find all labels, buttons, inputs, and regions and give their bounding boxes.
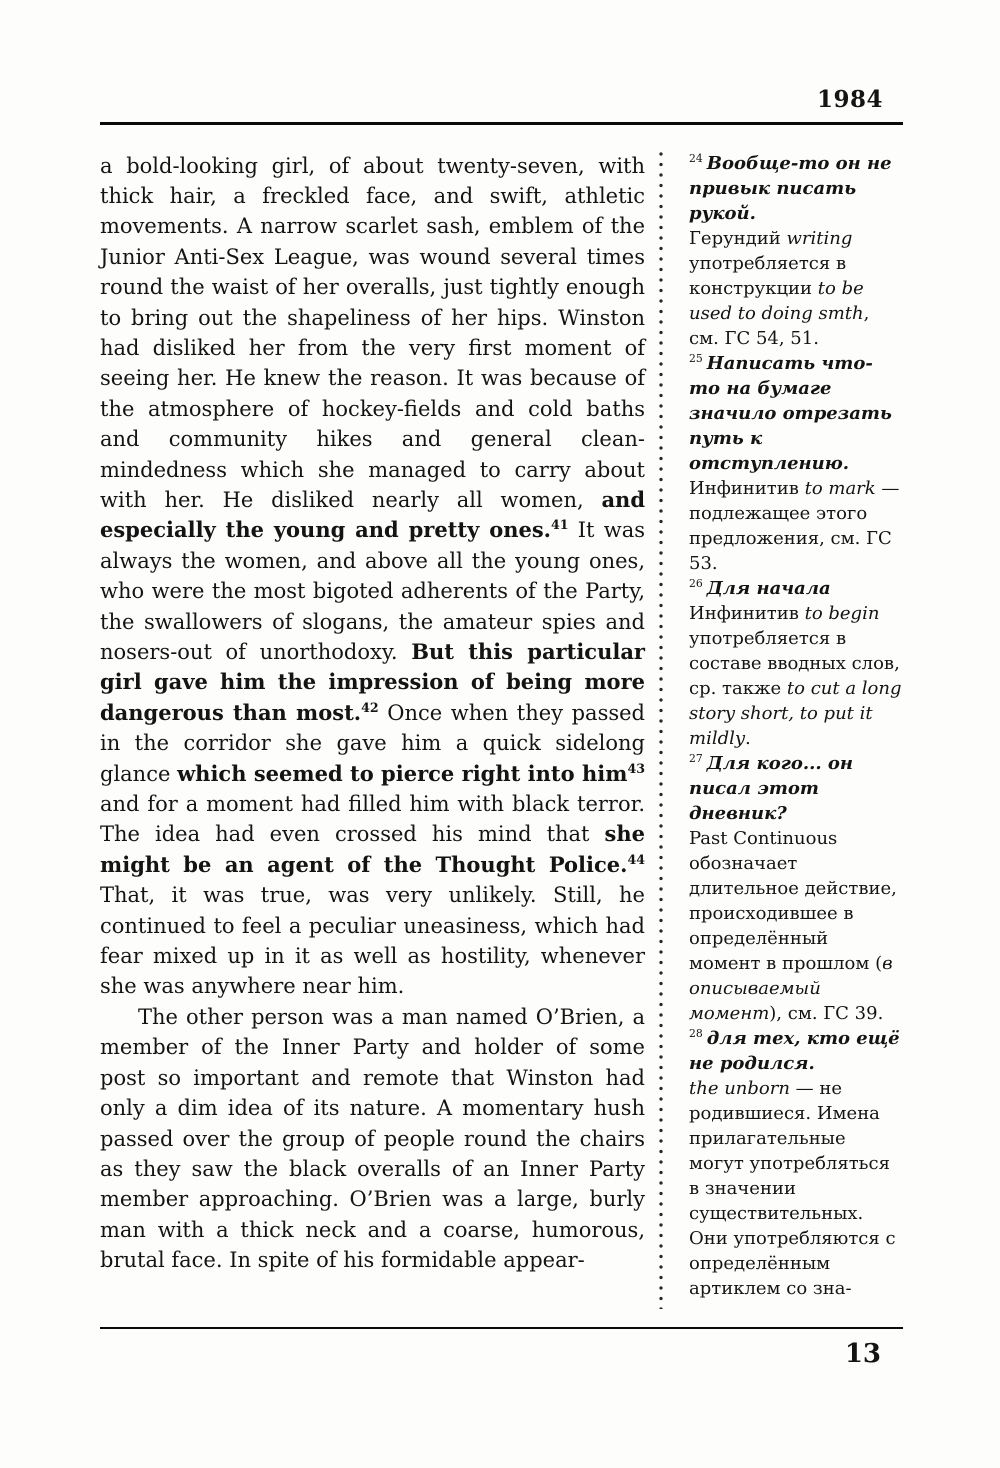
page-footer xyxy=(100,1327,903,1370)
text-segment: употребляется в составе вводных слов, ср. также xyxy=(689,627,900,699)
margin-note xyxy=(689,751,903,1026)
text-segment: Past Continuous обозначает длительное действие, происходившее в определённый момент в прошлом ( xyxy=(689,827,897,974)
text-segment: writing xyxy=(786,227,853,249)
content-columns xyxy=(100,151,903,1309)
column-divider-dotted xyxy=(659,151,663,1309)
text-segment: and for a moment had filled him with black terror. The idea had even crossed his mind that xyxy=(100,792,645,847)
note-body xyxy=(689,826,903,1026)
margin-note xyxy=(689,576,903,751)
paragraph xyxy=(100,151,645,1002)
page-header xyxy=(100,86,903,113)
text-segment: It was always the women, and above all the young ones, who were the most bigoted adherents of the Party, the swallowers of slogans, the amateur spies and nosers-out of unorthodoxy. xyxy=(100,518,645,664)
text-segment: a bold-looking girl, of about twenty-seven, with thick hair, a freckled face, and swift, athletic movements. A narrow scarlet sash, emblem of the Junior Anti-Sex League, was wound several times round the waist of her overalls, just tightly enough to bring out the shapeliness of her hips. Winston had disliked her from the very first moment of seeing her. He knew the reason. It was because of the atmosphere of hockey-fields and cold baths and community hikes and general clean-mindedness which she managed to carry about with her. He disliked nearly all women, xyxy=(100,153,645,512)
margin-note xyxy=(689,1026,903,1301)
text-segment: Написать что-то на бумаге значило отрезать путь к отступлению. xyxy=(689,352,892,474)
header-rule xyxy=(100,122,903,125)
text-segment: to begin xyxy=(804,602,880,624)
text-segment: . xyxy=(745,727,751,749)
note-body xyxy=(689,601,903,751)
note-body xyxy=(689,476,903,576)
text-segment: Герундий xyxy=(689,227,787,249)
text-segment: Инфинитив xyxy=(689,477,805,499)
page-number: 13 xyxy=(844,1339,881,1369)
footnote-ref: 43 xyxy=(627,760,645,776)
text-segment: в описываемый момент xyxy=(689,952,893,1024)
note-number: 28 xyxy=(689,1026,703,1040)
note-heading xyxy=(689,151,903,226)
text-segment: to mark xyxy=(804,477,876,499)
text-segment: Для начала xyxy=(706,577,831,599)
text-segment: для тех, кто ещё не родился. xyxy=(689,1027,900,1074)
note-number: 27 xyxy=(689,751,703,765)
text-segment: to cut a long story short, to put it mildly xyxy=(689,677,902,749)
margin-note xyxy=(689,151,903,351)
note-heading xyxy=(689,576,903,601)
text-segment: which seemed to pierce right into him xyxy=(177,760,628,786)
footnote-ref: 41 xyxy=(550,517,569,533)
text-segment: The other person was a man named O’Brien, a member of the Inner Party and holder of some post so important and remote that Winston had only a dim idea of its nature. A momentary hush passed over the group of people round the chairs as they saw the black overalls of an Inner Party member approaching. O’Brien was a large, burly man with a thick neck and a coarse, humorous, brutal face. In spite of his formidable appear- xyxy=(100,1004,645,1273)
notes-column xyxy=(689,151,903,1309)
text-segment: to be used to doing smth xyxy=(689,277,864,324)
text-segment: ), см. ГС 39. xyxy=(769,1002,884,1024)
note-number: 25 xyxy=(689,351,703,365)
note-number: 26 xyxy=(689,576,703,590)
margin-note xyxy=(689,351,903,576)
text-segment: Вообще-то он не привык писать рукой. xyxy=(689,152,892,224)
text-segment: , см. ГС 54, 51. xyxy=(689,302,870,349)
running-head-title: 1984 xyxy=(816,86,883,113)
text-segment: she might be an agent of the Thought Police. xyxy=(100,821,645,877)
note-heading xyxy=(689,1026,903,1076)
text-segment: употребляется в конструкции xyxy=(689,252,847,299)
text-segment: — подлежащее этого предложения, см. ГС 53. xyxy=(689,477,900,574)
note-number: 24 xyxy=(689,151,703,165)
text-segment: But this particular girl gave him the impression of being more dangerous than most. xyxy=(100,639,645,725)
text-segment: Once when they passed in the corridor she gave him a quick sidelong glance xyxy=(100,700,645,786)
note-body xyxy=(689,226,903,351)
text-segment: Для кого... он писал этот дневник? xyxy=(689,752,854,824)
text-segment: and especially the young and pretty ones. xyxy=(100,486,645,543)
note-heading xyxy=(689,351,903,476)
page-number-row xyxy=(100,1339,903,1369)
footer-rule xyxy=(100,1327,903,1330)
text-segment: Инфинитив xyxy=(689,602,805,624)
text-segment: the unborn xyxy=(689,1077,790,1099)
footnote-ref: 42 xyxy=(361,699,379,715)
note-heading xyxy=(689,751,903,826)
text-segment: — не родившиеся. Имена прилагательные могут употребляться в значении существительных. Они употребляются с определённым артиклем со зна- xyxy=(689,1077,896,1299)
note-body xyxy=(689,1076,903,1301)
text-segment: That, it was true, was very unlikely. Still, he continued to feel a peculiar uneasiness, which had fear mixed up in it as well as hostility, whenever she was anywhere near him. xyxy=(100,883,645,999)
footnote-ref: 44 xyxy=(627,851,645,867)
main-text-column xyxy=(100,151,645,1309)
paragraph xyxy=(100,1002,645,1276)
